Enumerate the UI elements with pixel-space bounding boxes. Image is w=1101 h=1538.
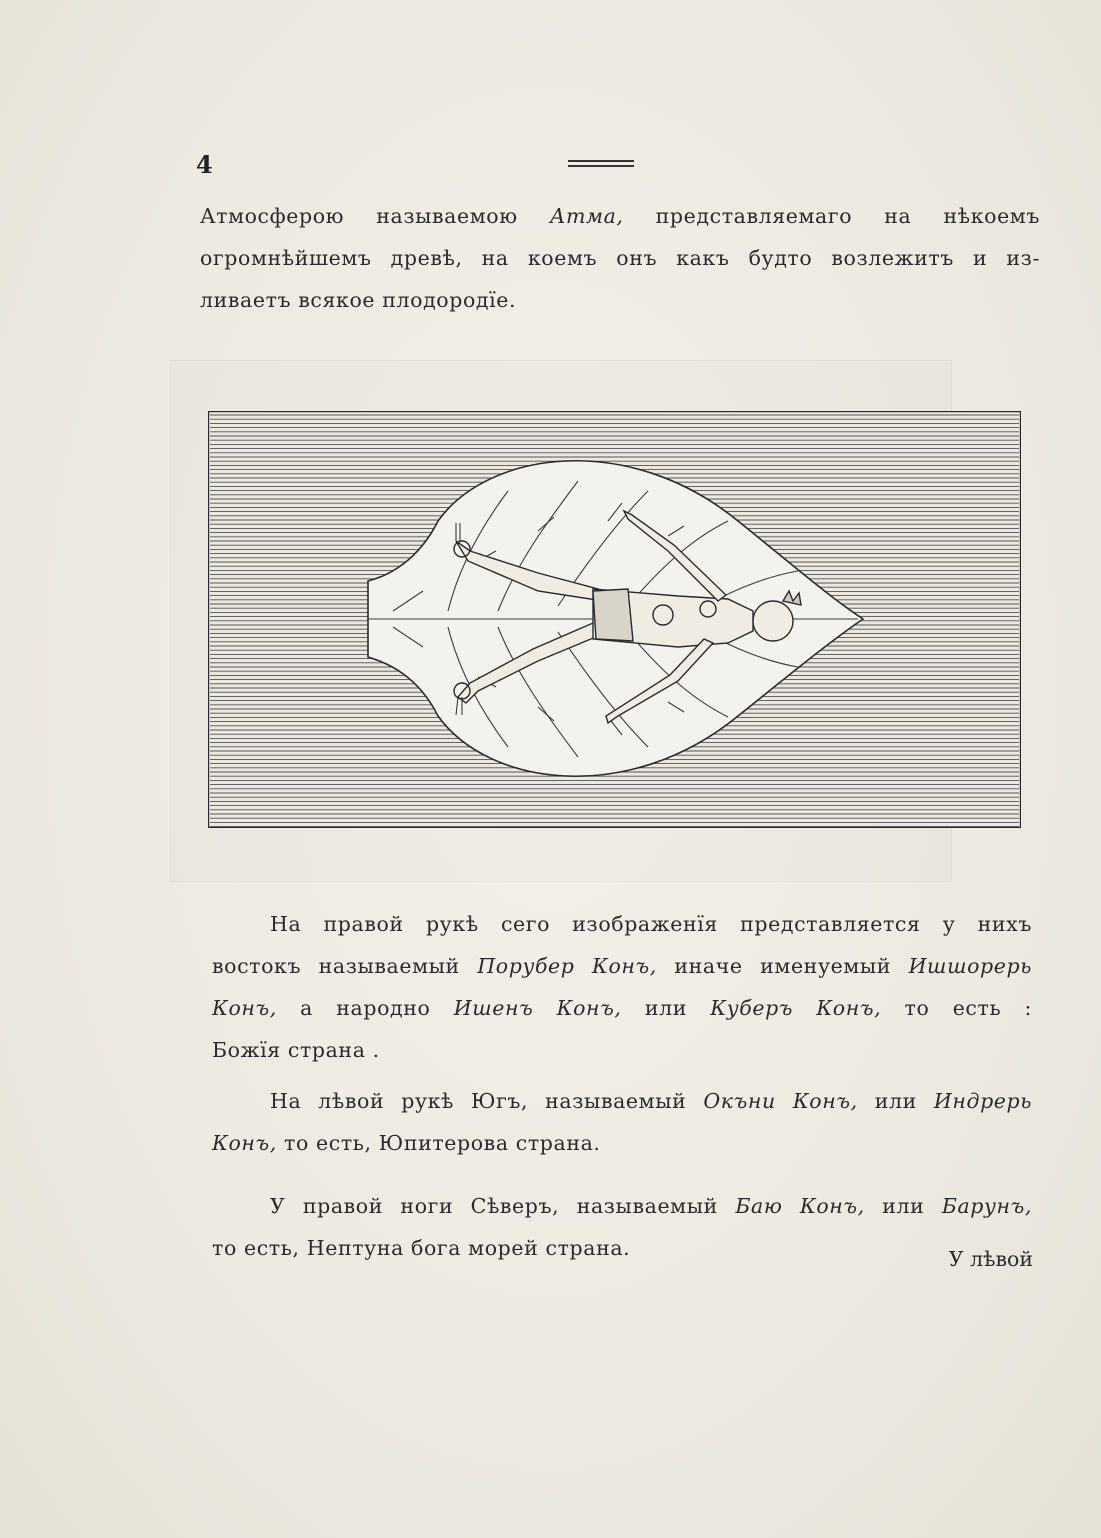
page-number: 4: [196, 150, 213, 179]
italic-term: Окъни Конъ,: [703, 1089, 858, 1113]
italic-term: Ишшорерь: [908, 954, 1032, 978]
text-line: Конъ, а народно Ишенъ Конъ, или Куберъ Конъ, то есть :: [212, 996, 1032, 1020]
paragraph-3: [212, 1080, 1032, 1164]
text-line: На правой рукѣ сего изображенїя представляется у нихъ: [270, 912, 1032, 936]
text-line: У правой ноги Сѣверъ, называемый Баю Конъ, или Барунъ,: [270, 1194, 1032, 1218]
catchword: У лѣвой: [948, 1247, 1033, 1271]
paragraph-1: [200, 195, 1040, 321]
italic-term: Порубер Конъ,: [477, 954, 657, 978]
header-rule: [568, 160, 634, 168]
text-line: ливаетъ всякое плодородїе.: [200, 288, 517, 312]
italic-term: Баю Конъ,: [735, 1194, 865, 1218]
italic-term: Конъ,: [212, 996, 277, 1020]
text-line: то есть, Нептуна бога морей страна.: [212, 1236, 631, 1260]
italic-term: Индрерь: [933, 1089, 1033, 1113]
italic-term: Атма,: [549, 204, 624, 228]
text-line: Конъ, то есть, Юпитерова страна.: [212, 1131, 601, 1155]
text-line: Атмосферою называемою Атма, представляемаго на нѣкоемъ: [200, 204, 1040, 228]
italic-term: Ишенъ Конъ,: [453, 996, 622, 1020]
text-line: Божїя страна .: [212, 1038, 380, 1062]
leaf-figure-engraving: [208, 411, 1021, 828]
figure-loincloth: [593, 589, 633, 641]
figure-head: [753, 601, 793, 641]
italic-term: Куберъ Конъ,: [710, 996, 882, 1020]
text-line: огромнѣйшемъ древѣ, на коемъ онъ какъ будто возлежитъ и из-: [200, 246, 1040, 270]
paragraph-2: [212, 903, 1032, 1071]
italic-term: Барунъ,: [941, 1194, 1032, 1218]
text-line: востокъ называемый Порубер Конъ, иначе именуемый Ишшорерь: [212, 954, 1032, 978]
paragraph-4: [212, 1185, 1032, 1269]
text-line: На лѣвой рукѣ Югъ, называемый Окъни Конъ, или Индрерь: [270, 1089, 1033, 1113]
italic-term: Конъ,: [212, 1131, 277, 1155]
